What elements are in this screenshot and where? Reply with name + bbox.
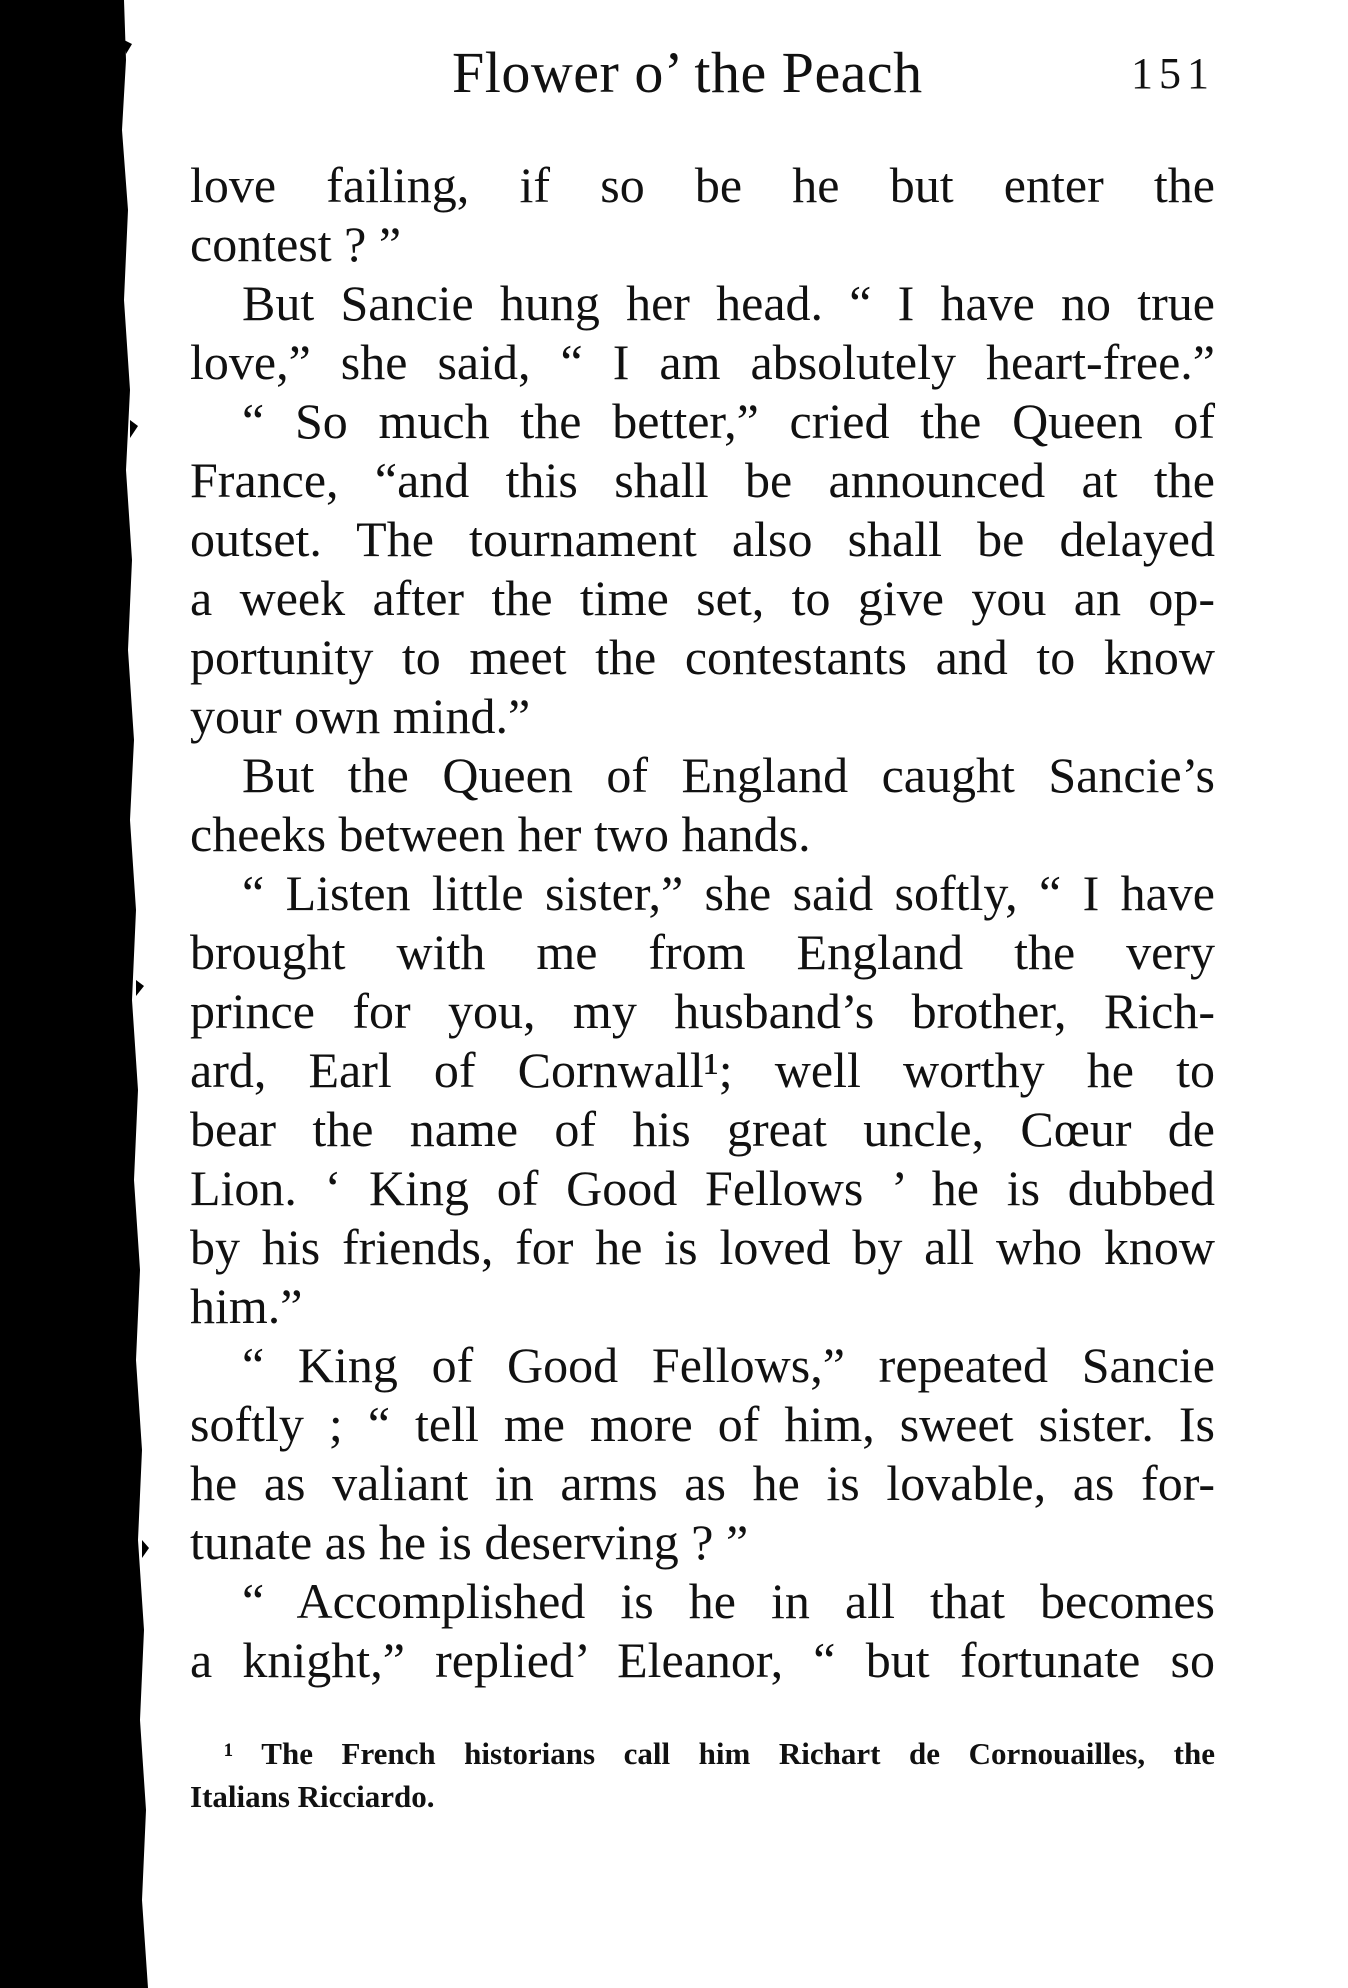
text-line: a week after the time set, to give you an op- <box>190 570 1215 626</box>
text-line: brought with me from England the very <box>190 924 1215 980</box>
text-line: contest ? ” <box>190 216 402 272</box>
running-title: Flower o’ the Peach <box>452 40 923 105</box>
text-line: “ King of Good Fellows,” repeated Sancie <box>242 1337 1215 1393</box>
footnote <box>190 1732 1215 1818</box>
text-line: prince for you, my husband’s brother, Rich- <box>190 983 1215 1039</box>
page-number: 151 <box>1131 49 1215 98</box>
text-line: ard, Earl of Cornwall¹; well worthy he to <box>190 1042 1215 1098</box>
text-line: portunity to meet the contestants and to know <box>190 629 1215 685</box>
text-line: outset. The tournament also shall be delayed <box>190 511 1215 567</box>
footnote-line: Italians Ricciardo. <box>190 1779 435 1814</box>
text-line: love,” she said, “ I am absolutely heart-free.” <box>190 334 1215 390</box>
scan-edge-shadow <box>0 0 150 1988</box>
text-line: he as valiant in arms as he is lovable, as for- <box>190 1455 1215 1511</box>
text-line: love failing, if so be he but enter the <box>190 157 1215 213</box>
text-line: a knight,” replied’ Eleanor, “ but fortunate so <box>190 1632 1215 1688</box>
body-text <box>190 156 1215 1690</box>
text-line: But the Queen of England caught Sancie’s <box>242 747 1215 803</box>
text-line: But Sancie hung her head. “ I have no true <box>242 275 1215 331</box>
text-line: cheeks between her two hands. <box>190 806 811 862</box>
text-line: France, “and this shall be announced at the <box>190 452 1215 508</box>
text-line: tunate as he is deserving ? ” <box>190 1514 749 1570</box>
text-line: “ Listen little sister,” she said softly, “ I have <box>242 865 1215 921</box>
text-line: “ Accomplished is he in all that becomes <box>242 1573 1215 1629</box>
page-header <box>190 38 1215 108</box>
text-line: him.” <box>190 1278 303 1334</box>
text-line: bear the name of his great uncle, Cœur de <box>190 1101 1215 1157</box>
text-line: softly ; “ tell me more of him, sweet sister. Is <box>190 1396 1215 1452</box>
footnote-line: ¹ The French historians call him Richart de Cornouailles, the <box>224 1736 1215 1771</box>
scan-edge-shape <box>0 0 150 1988</box>
text-line: Lion. ‘ King of Good Fellows ’ he is dubbed <box>190 1160 1215 1216</box>
text-line: your own mind.” <box>190 688 531 744</box>
text-line: “ So much the better,” cried the Queen of <box>242 393 1215 449</box>
text-line: by his friends, for he is loved by all who know <box>190 1219 1215 1275</box>
